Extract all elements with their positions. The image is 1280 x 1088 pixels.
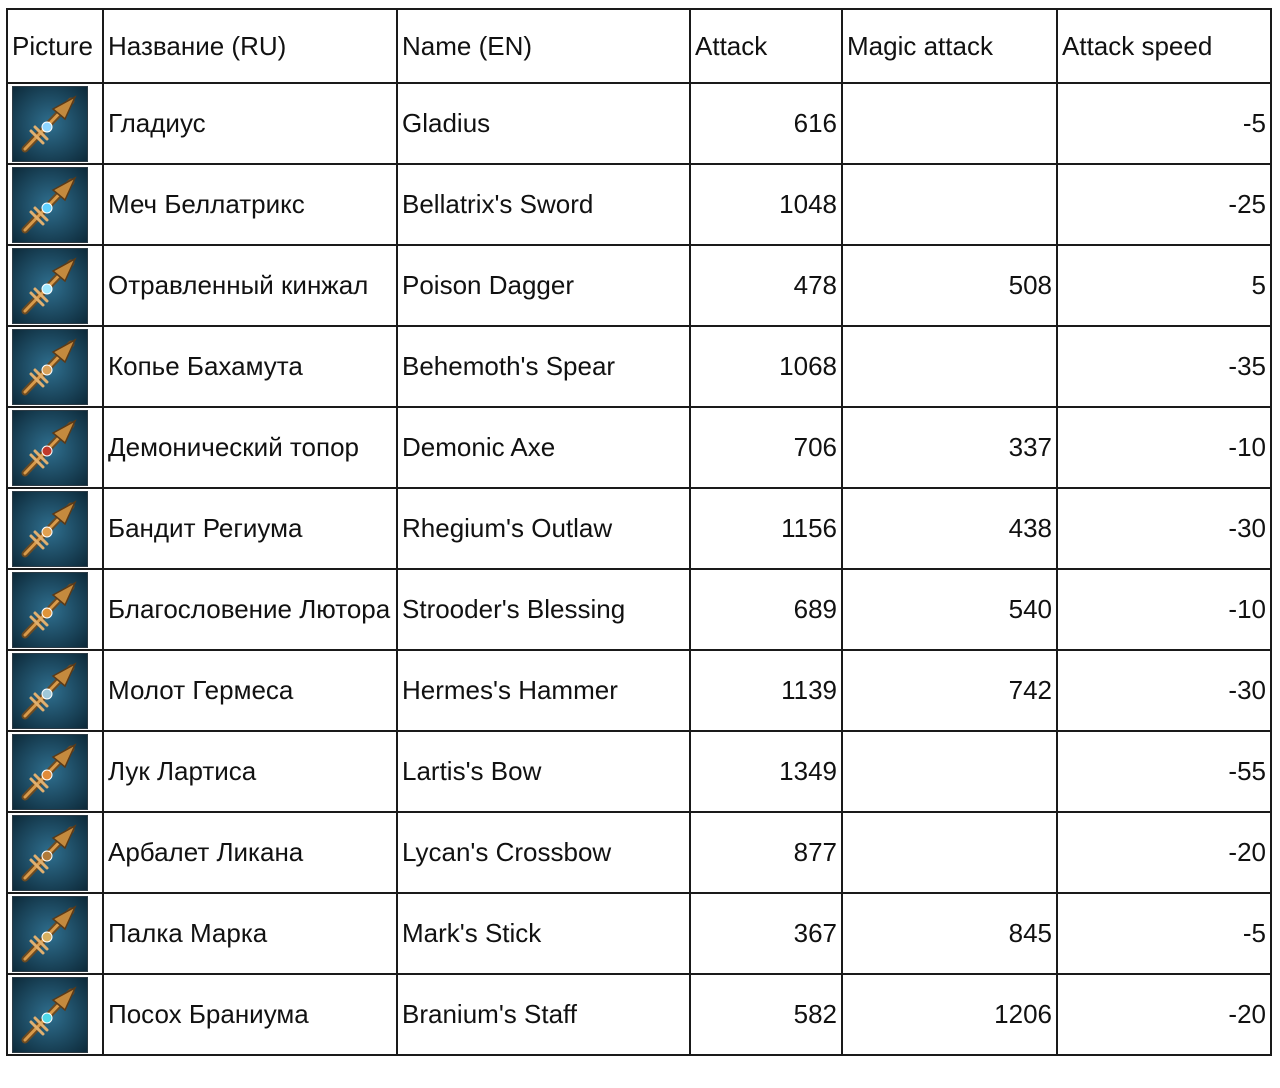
table-row: [7, 407, 1271, 488]
attack-cell: 877: [690, 812, 842, 893]
name-en-cell: Gladius: [397, 83, 690, 164]
name-en-cell: Poison Dagger: [397, 245, 690, 326]
attack-speed-cell: -10: [1057, 569, 1271, 650]
attack-speed-cell: -25: [1057, 164, 1271, 245]
header-name-ru: Название (RU): [103, 9, 397, 83]
magic-attack-cell: [842, 326, 1057, 407]
attack-speed-cell: -35: [1057, 326, 1271, 407]
branium-staff-icon: [12, 977, 88, 1053]
poison-dagger-icon: [12, 248, 88, 324]
gladius-sword-icon: [12, 86, 88, 162]
name-en-cell: Bellatrix's Sword: [397, 164, 690, 245]
name-ru-cell: Меч Беллатрикс: [103, 164, 397, 245]
name-ru-cell: Копье Бахамута: [103, 326, 397, 407]
magic-attack-cell: [842, 83, 1057, 164]
picture-cell: [7, 245, 103, 326]
attack-speed-cell: -30: [1057, 488, 1271, 569]
header-row: [7, 9, 1271, 83]
hermes-hammer-icon: [12, 653, 88, 729]
picture-cell: [7, 893, 103, 974]
name-ru-cell: Демонический топор: [103, 407, 397, 488]
table-row: [7, 83, 1271, 164]
attack-cell: 616: [690, 83, 842, 164]
behemoth-spear-icon: [12, 329, 88, 405]
strooder-blessing-icon: [12, 572, 88, 648]
mark-stick-icon: [12, 896, 88, 972]
table-row: [7, 569, 1271, 650]
name-en-cell: Lartis's Bow: [397, 731, 690, 812]
name-en-cell: Lycan's Crossbow: [397, 812, 690, 893]
picture-cell: [7, 731, 103, 812]
name-en-cell: Rhegium's Outlaw: [397, 488, 690, 569]
name-en-cell: Hermes's Hammer: [397, 650, 690, 731]
name-ru-cell: Благословение Лютора: [103, 569, 397, 650]
magic-attack-cell: 508: [842, 245, 1057, 326]
name-en-cell: Behemoth's Spear: [397, 326, 690, 407]
attack-cell: 1068: [690, 326, 842, 407]
demonic-axe-icon: [12, 410, 88, 486]
magic-attack-cell: 1206: [842, 974, 1057, 1055]
table-row: [7, 164, 1271, 245]
name-en-cell: Branium's Staff: [397, 974, 690, 1055]
header-magic-attack: Magic attack: [842, 9, 1057, 83]
attack-speed-cell: -30: [1057, 650, 1271, 731]
attack-cell: 582: [690, 974, 842, 1055]
attack-cell: 478: [690, 245, 842, 326]
attack-cell: 1048: [690, 164, 842, 245]
magic-attack-cell: 337: [842, 407, 1057, 488]
attack-cell: 1156: [690, 488, 842, 569]
attack-cell: 1349: [690, 731, 842, 812]
attack-cell: 1139: [690, 650, 842, 731]
magic-attack-cell: 540: [842, 569, 1057, 650]
magic-attack-cell: [842, 164, 1057, 245]
attack-speed-cell: -5: [1057, 893, 1271, 974]
name-ru-cell: Отравленный кинжал: [103, 245, 397, 326]
attack-speed-cell: -20: [1057, 974, 1271, 1055]
attack-speed-cell: -10: [1057, 407, 1271, 488]
name-ru-cell: Посох Браниума: [103, 974, 397, 1055]
magic-attack-cell: [842, 731, 1057, 812]
name-en-cell: Strooder's Blessing: [397, 569, 690, 650]
picture-cell: [7, 407, 103, 488]
lycan-crossbow-icon: [12, 815, 88, 891]
magic-attack-cell: 438: [842, 488, 1057, 569]
attack-speed-cell: -20: [1057, 812, 1271, 893]
name-ru-cell: Бандит Региума: [103, 488, 397, 569]
picture-cell: [7, 326, 103, 407]
table-row: [7, 731, 1271, 812]
magic-attack-cell: 845: [842, 893, 1057, 974]
attack-cell: 706: [690, 407, 842, 488]
name-ru-cell: Гладиус: [103, 83, 397, 164]
table-row: [7, 893, 1271, 974]
name-ru-cell: Лук Лартиса: [103, 731, 397, 812]
magic-attack-cell: 742: [842, 650, 1057, 731]
name-en-cell: Mark's Stick: [397, 893, 690, 974]
picture-cell: [7, 812, 103, 893]
table-row: [7, 974, 1271, 1055]
table-row: [7, 488, 1271, 569]
weapons-table: [6, 8, 1272, 1056]
picture-cell: [7, 650, 103, 731]
picture-cell: [7, 83, 103, 164]
table-row: [7, 812, 1271, 893]
lartis-bow-icon: [12, 734, 88, 810]
magic-attack-cell: [842, 812, 1057, 893]
picture-cell: [7, 164, 103, 245]
name-ru-cell: Палка Марка: [103, 893, 397, 974]
rhegium-outlaw-icon: [12, 491, 88, 567]
table-row: [7, 650, 1271, 731]
bellatrix-sword-icon: [12, 167, 88, 243]
attack-speed-cell: -55: [1057, 731, 1271, 812]
name-en-cell: Demonic Axe: [397, 407, 690, 488]
header-attack-speed: Attack speed: [1057, 9, 1271, 83]
picture-cell: [7, 488, 103, 569]
attack-cell: 689: [690, 569, 842, 650]
picture-cell: [7, 974, 103, 1055]
attack-speed-cell: 5: [1057, 245, 1271, 326]
table-row: [7, 326, 1271, 407]
attack-cell: 367: [690, 893, 842, 974]
header-name-en: Name (EN): [397, 9, 690, 83]
header-picture: Picture: [7, 9, 103, 83]
header-attack: Attack: [690, 9, 842, 83]
table-row: [7, 245, 1271, 326]
name-ru-cell: Арбалет Ликана: [103, 812, 397, 893]
name-ru-cell: Молот Гермеса: [103, 650, 397, 731]
picture-cell: [7, 569, 103, 650]
attack-speed-cell: -5: [1057, 83, 1271, 164]
